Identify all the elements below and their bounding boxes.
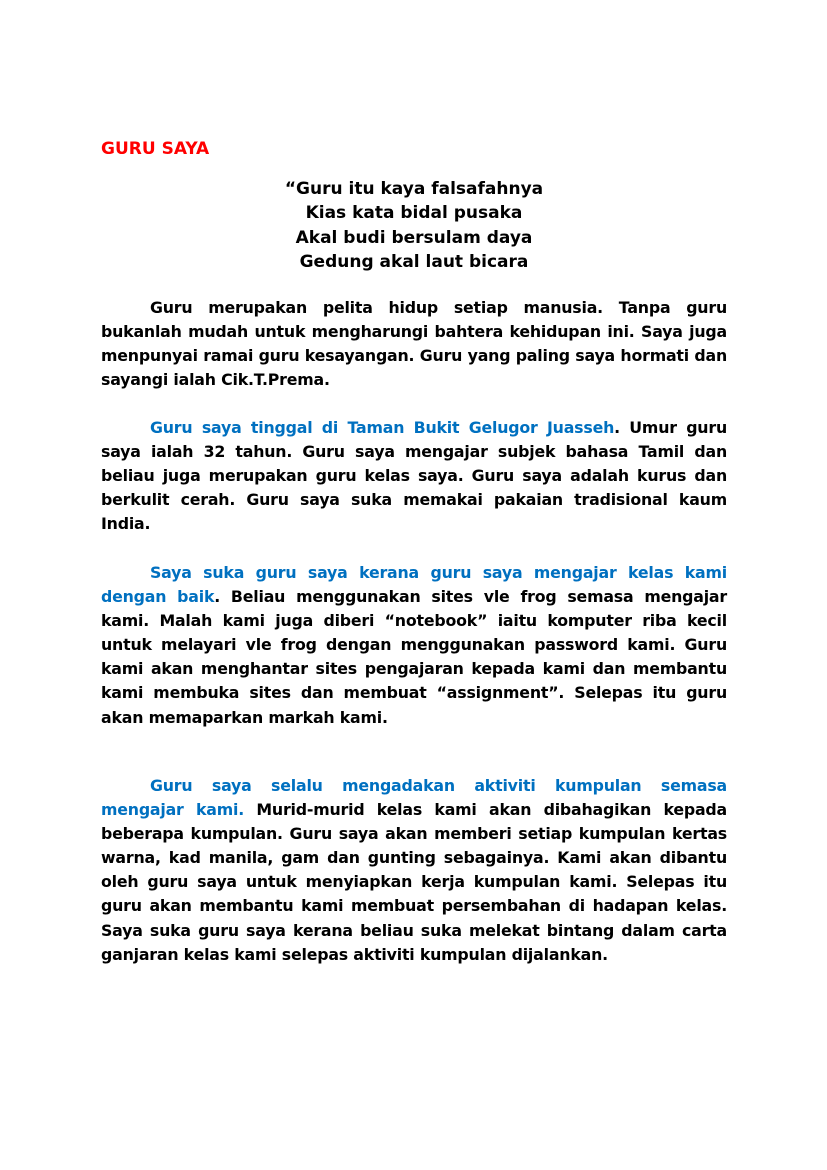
poem-line: Kias kata bidal pusaka xyxy=(305,203,523,224)
paragraph-group-activities xyxy=(101,774,727,967)
page-title: GURU SAYA xyxy=(101,139,210,159)
paragraph-highlight-text: Guru saya selalu mengadakan aktiviti kumpulan semasa mengajar kami. xyxy=(101,776,727,820)
paragraph-introduction xyxy=(101,296,727,392)
poem-line: Akal budi bersulam daya xyxy=(295,227,533,248)
paragraph-highlight-text: Saya suka guru saya kerana guru saya mengajar kelas kami dengan baik xyxy=(101,563,727,607)
paragraph-body-text: Murid-murid kelas kami akan dibahagikan kepada beberapa kumpulan. Guru saya akan memberi setiap kumpulan kertas warna, kad manila, gam dan gunting sebagainya. Kami akan dibantu oleh guru saya untuk menyiapkan kerja kumpulan kami. Selepas itu guru akan membantu kami membuat persembahan di hadapan kelas. Saya suka guru saya kerana beliau suka melekat bintang dalam carta ganjaran kelas kami selepas aktiviti kumpulan dijalankan. xyxy=(101,800,727,964)
paragraph-body-text: . Beliau menggunakan sites vle frog semasa mengajar kami. Malah kami juga diberi “notebook” iaitu komputer riba kecil untuk melayari vle frog dengan menggunakan password kami. Guru kami akan menghantar sites pengajaran kepada kami dan membantu kami membuka sites dan membuat “assignment”. Selepas itu guru akan memaparkan markah kami. xyxy=(101,587,727,727)
poem-line: “Guru itu kaya falsafahnya xyxy=(284,179,544,199)
paragraph-body-text: . Umur guru saya ialah 32 tahun. Guru saya mengajar subjek bahasa Tamil dan beliau juga merupakan guru kelas saya. Guru saya adalah kurus dan berkulit cerah. Guru saya suka memakai pakaian tradisional kaum India. xyxy=(101,418,727,534)
paragraph-teaching-method xyxy=(101,561,727,730)
paragraph-teacher-profile xyxy=(101,416,727,536)
poem-line: Gedung akal laut bicara xyxy=(299,251,529,272)
poem-block xyxy=(101,177,727,274)
paragraph-body-text: Guru merupakan pelita hidup setiap manusia. Tanpa guru bukanlah mudah untuk mengharungi bahtera kehidupan ini. Saya juga menpunyai ramai guru kesayangan. Guru yang paling saya hormati dan sayangi ialah Cik.T.Prema. xyxy=(101,298,727,390)
paragraph-highlight-text: Guru saya tinggal di Taman Bukit Gelugor Juasseh xyxy=(150,418,615,437)
